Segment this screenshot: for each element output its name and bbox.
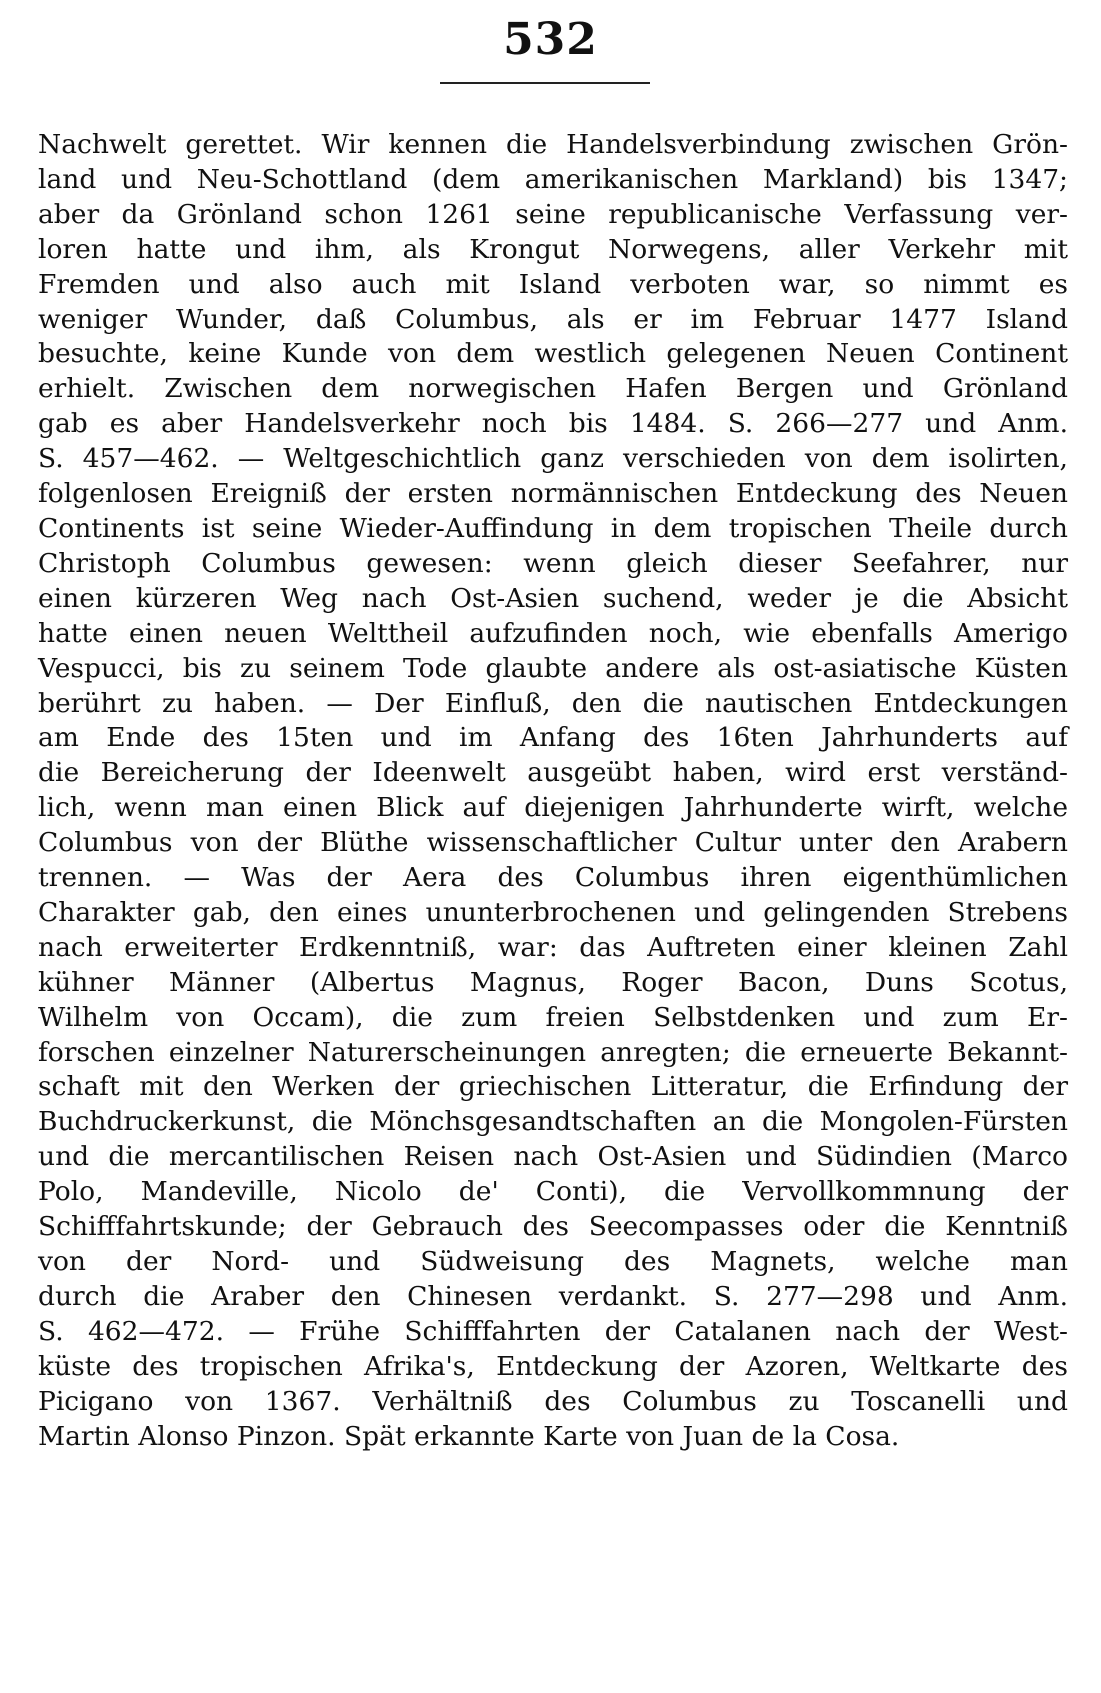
body-text	[38, 128, 1068, 1454]
text-line: weniger Wunder, daß Columbus, als er im Februar 1477 Island	[38, 303, 1068, 335]
text-line: von der Nord- und Südweisung des Magnets, welche man	[38, 1246, 1068, 1277]
text-line: loren hatte und ihm, als Krongut Norwegens, aller Verkehr mit	[38, 233, 1068, 265]
text-line: S. 457—462. — Weltgeschichtlich ganz verschieden von dem isolirten,	[38, 443, 1068, 475]
text-line: Columbus von der Blüthe wissenschaftlicher Cultur unter den Arabern	[38, 827, 1068, 859]
text-line: nach erweiterter Erdkenntniß, war: das Auftreten einer kleinen Zahl	[38, 931, 1068, 963]
text-line: Buchdruckerkunst, die Mönchsgesandtschaften an die Mongolen-Fürsten	[38, 1106, 1068, 1138]
text-line: folgenlosen Ereigniß der ersten normännischen Entdeckung des Neuen	[38, 478, 1068, 510]
text-line: Picigano von 1367. Verhältniß des Columbus zu Toscanelli und	[38, 1385, 1068, 1417]
text-line: besuchte, keine Kunde von dem westlich gelegenen Neuen Continent	[38, 338, 1068, 370]
text-line: schaft mit den Werken der griechischen Litteratur, die Erfindung der	[38, 1071, 1068, 1103]
text-line: forschen einzelner Naturerscheinungen anregten; die erneuerte Bekannt-	[38, 1036, 1068, 1068]
header-rule	[440, 82, 650, 84]
text-line: Wilhelm von Occam), die zum freien Selbstdenken und zum Er-	[38, 1001, 1068, 1033]
text-line: küste des tropischen Afrika's, Entdeckung der Azoren, Weltkarte des	[38, 1350, 1068, 1382]
text-line: Vespucci, bis zu seinem Tode glaubte andere als ost-asiatische Küsten	[38, 652, 1068, 684]
text-line: die Bereicherung der Ideenwelt ausgeübt haben, wird erst verständ-	[38, 757, 1068, 789]
text-line: S. 462—472. — Frühe Schifffahrten der Catalanen nach der West-	[38, 1315, 1068, 1347]
page-number: 532	[503, 14, 598, 65]
text-line: durch die Araber den Chinesen verdankt. S. 277—298 und Anm.	[38, 1280, 1068, 1312]
text-line: und die mercantilischen Reisen nach Ost-Asien und Südindien (Marco	[38, 1141, 1068, 1173]
text-line: berührt zu haben. — Der Einfluß, den die nautischen Entdeckungen	[38, 687, 1068, 719]
text-line: land und Neu-Schottland (dem amerikanischen Markland) bis 1347;	[38, 163, 1068, 195]
text-line: Fremden und also auch mit Island verboten war, so nimmt es	[38, 268, 1068, 300]
text-line: Christoph Columbus gewesen: wenn gleich dieser Seefahrer, nur	[38, 547, 1068, 579]
text-line: Martin Alonso Pinzon. Spät erkannte Karte von Juan de la Cosa.	[38, 1420, 900, 1452]
text-line: aber da Grönland schon 1261 seine republicanische Verfassung ver-	[38, 198, 1068, 230]
text-line: hatte einen neuen Welttheil aufzufinden noch, wie ebenfalls Amerigo	[38, 617, 1068, 649]
text-line: kühner Männer (Albertus Magnus, Roger Bacon, Duns Scotus,	[38, 966, 1068, 998]
text-line: Charakter gab, den eines ununterbrochenen und gelingenden Strebens	[38, 896, 1068, 928]
text-line: Nachwelt gerettet. Wir kennen die Handelsverbindung zwischen Grön-	[38, 129, 1068, 160]
text-line: einen kürzeren Weg nach Ost-Asien suchend, weder je die Absicht	[38, 582, 1068, 614]
text-line: am Ende des 15ten und im Anfang des 16ten Jahrhunderts auf	[38, 722, 1068, 754]
text-line: Schifffahrtskunde; der Gebrauch des Seecompasses oder die Kenntniß	[38, 1211, 1068, 1243]
text-line: erhielt. Zwischen dem norwegischen Hafen Bergen und Grönland	[38, 373, 1068, 405]
text-line: lich, wenn man einen Blick auf diejenigen Jahrhunderte wirft, welche	[38, 792, 1068, 824]
text-line: trennen. — Was der Aera des Columbus ihren eigenthümlichen	[38, 862, 1068, 894]
text-line: Polo, Mandeville, Nicolo de' Conti), die Vervollkommnung der	[38, 1176, 1068, 1208]
text-line: gab es aber Handelsverkehr noch bis 1484. S. 266—277 und Anm.	[38, 408, 1068, 440]
text-line: Continents ist seine Wieder-Auffindung in dem tropischen Theile durch	[38, 512, 1068, 544]
